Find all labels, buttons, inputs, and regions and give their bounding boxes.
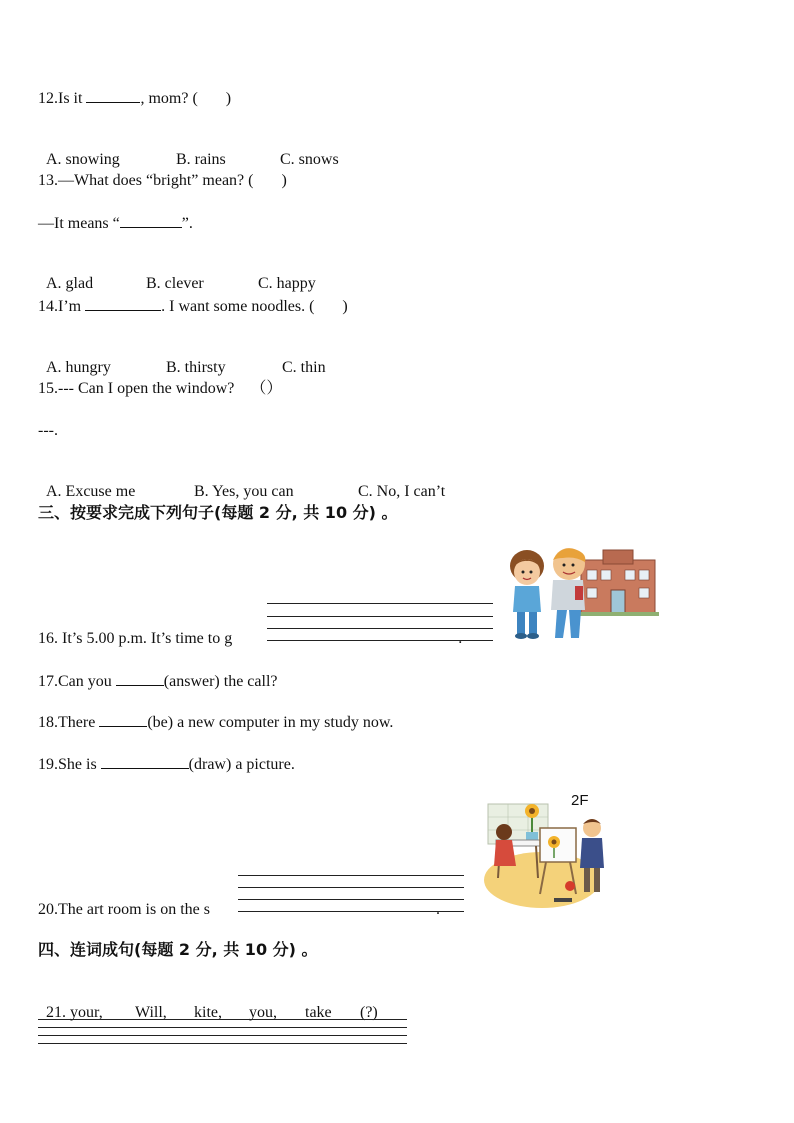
question-17-tail: (answer) the call? bbox=[163, 673, 278, 690]
word-tile: take bbox=[305, 1004, 332, 1021]
question-17-stem: 17.Can you bbox=[38, 673, 116, 690]
floor-label: 2F bbox=[571, 792, 589, 809]
word-tile: you, bbox=[249, 1004, 277, 1021]
question-15-options bbox=[38, 462, 445, 502]
word-tile: Will, bbox=[135, 1004, 167, 1021]
question-18-stem: 18.There bbox=[38, 714, 100, 731]
option-c[interactable]: C. thin bbox=[282, 359, 326, 376]
answer-blank[interactable] bbox=[120, 213, 182, 228]
question-18 bbox=[38, 712, 393, 733]
question-13: 13.—What does “bright” mean? ( ) bbox=[38, 172, 287, 189]
question-13-answer-line bbox=[38, 213, 193, 234]
question-17 bbox=[38, 671, 278, 692]
word-tile: 21. your, bbox=[46, 1004, 103, 1021]
option-c[interactable]: C. snows bbox=[280, 151, 339, 168]
question-12-options bbox=[38, 130, 339, 170]
kids-going-to-school-illustration bbox=[503, 546, 659, 644]
question-16 bbox=[38, 629, 462, 649]
writing-line bbox=[238, 875, 464, 876]
writing-line bbox=[38, 1019, 407, 1020]
question-15-reply: ---. bbox=[38, 422, 58, 439]
option-a[interactable]: A. snowing bbox=[46, 151, 120, 168]
answer-blank[interactable] bbox=[116, 671, 164, 686]
sentence-end: . bbox=[435, 901, 440, 918]
word-tile: kite, bbox=[194, 1004, 222, 1021]
writing-line bbox=[38, 1027, 407, 1028]
answer-suffix: ”. bbox=[181, 215, 193, 232]
option-a[interactable]: A. hungry bbox=[46, 359, 111, 376]
question-19-stem: 19.She is bbox=[38, 756, 101, 773]
answer-prefix: —It means “ bbox=[38, 215, 120, 232]
answer-blank[interactable] bbox=[99, 712, 147, 727]
answer-blank[interactable] bbox=[85, 296, 161, 311]
question-15: 15.--- Can I open the window? （） bbox=[38, 380, 283, 397]
section-4-heading: 四、连词成句(每题 2 分, 共 10 分) 。 bbox=[38, 940, 318, 959]
answer-blank[interactable] bbox=[86, 88, 140, 103]
question-14-tail: . I want some noodles. ( ) bbox=[161, 298, 348, 315]
option-b[interactable]: B. thirsty bbox=[166, 359, 226, 376]
question-13-options bbox=[38, 254, 316, 294]
option-a[interactable]: A. Excuse me bbox=[46, 483, 136, 500]
writing-line bbox=[38, 1035, 407, 1036]
question-16-stem: 16. It’s 5.00 p.m. It’s time to g bbox=[38, 630, 233, 647]
question-14 bbox=[38, 296, 348, 317]
sentence-end: . bbox=[458, 630, 463, 647]
option-c[interactable]: C. happy bbox=[258, 275, 316, 292]
question-19-tail: (draw) a picture. bbox=[188, 756, 295, 773]
writing-line bbox=[238, 887, 464, 888]
option-b[interactable]: B. clever bbox=[146, 275, 204, 292]
writing-line bbox=[267, 616, 493, 617]
art-room-illustration bbox=[482, 800, 608, 912]
writing-line bbox=[267, 603, 493, 604]
question-14-options bbox=[38, 338, 326, 378]
option-c[interactable]: C. No, I can’t bbox=[358, 483, 446, 500]
question-18-tail: (be) a new computer in my study now. bbox=[147, 714, 394, 731]
question-19 bbox=[38, 754, 295, 775]
section-3-heading: 三、按要求完成下列句子(每题 2 分, 共 10 分) 。 bbox=[38, 503, 398, 522]
question-12-tail: , mom? ( ) bbox=[140, 90, 232, 107]
question-21-words bbox=[38, 983, 378, 1023]
option-b[interactable]: B. rains bbox=[176, 151, 226, 168]
word-tile: (?) bbox=[360, 1004, 378, 1021]
option-b[interactable]: B. Yes, you can bbox=[194, 483, 294, 500]
writing-line[interactable] bbox=[38, 1043, 407, 1044]
question-20-stem: 20.The art room is on the s bbox=[38, 901, 210, 918]
question-14-stem: 14.I’m bbox=[38, 298, 86, 315]
question-12-stem: 12.Is it bbox=[38, 90, 87, 107]
answer-blank[interactable] bbox=[101, 754, 189, 769]
question-12 bbox=[38, 88, 231, 109]
question-20 bbox=[38, 900, 440, 920]
option-a[interactable]: A. glad bbox=[46, 275, 94, 292]
